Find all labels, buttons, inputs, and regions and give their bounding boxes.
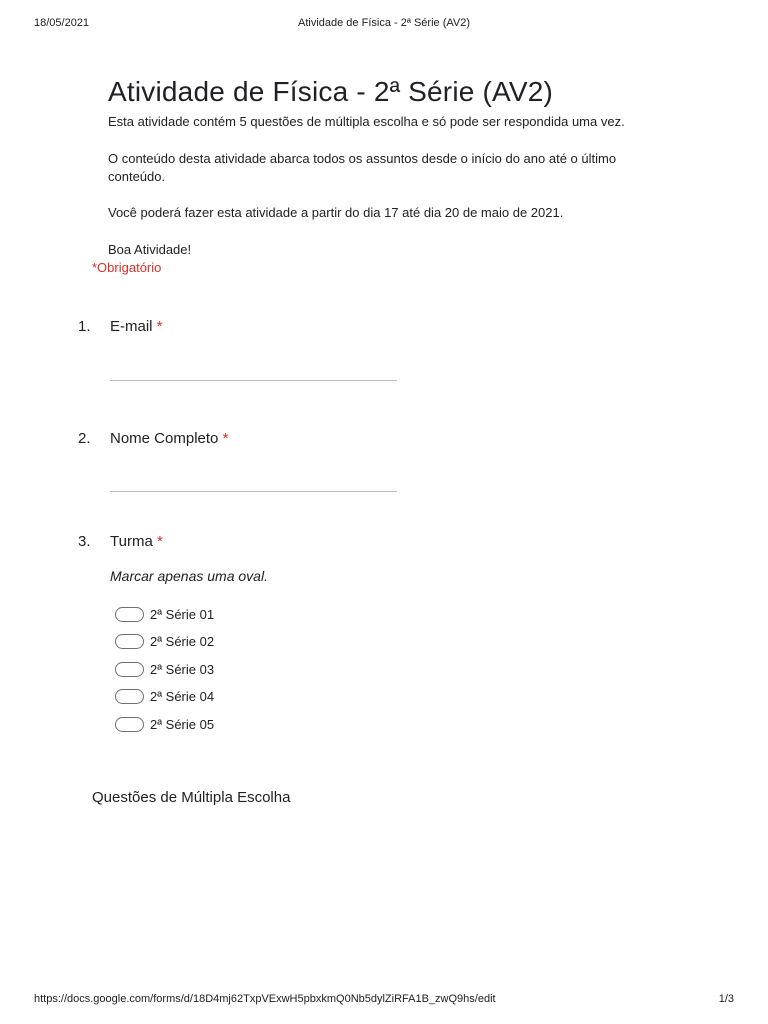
- oval-radio[interactable]: [115, 662, 144, 677]
- option-serie-03[interactable]: [115, 661, 214, 678]
- section-title: Questões de Múltipla Escolha: [92, 789, 291, 806]
- option-serie-02[interactable]: [115, 633, 214, 650]
- question-title-nome: [110, 430, 228, 447]
- oval-radio[interactable]: [115, 689, 144, 704]
- form-description-line: Você poderá fazer esta atividade a partir do dia 17 até dia 20 de maio de 2021.: [108, 205, 564, 220]
- email-answer-line[interactable]: [110, 380, 397, 381]
- option-serie-04[interactable]: [115, 688, 214, 705]
- print-page-number: 1/3: [718, 993, 734, 1005]
- question-title-text: Turma: [110, 533, 153, 550]
- print-doc-title: Atividade de Física - 2ª Série (AV2): [298, 17, 470, 29]
- form-description-line: Boa Atividade!: [108, 242, 192, 257]
- option-label: 2ª Série 04: [150, 689, 215, 704]
- required-star: *: [222, 430, 229, 447]
- form-description-line: conteúdo.: [108, 169, 166, 184]
- question-number: 3.: [78, 533, 91, 550]
- question-hint: Marcar apenas uma oval.: [110, 568, 268, 584]
- question-title-text: E-mail: [110, 318, 153, 335]
- nome-answer-line[interactable]: [110, 491, 397, 492]
- required-note: *Obrigatório: [92, 260, 162, 275]
- option-label: 2ª Série 03: [150, 662, 215, 677]
- option-label: 2ª Série 02: [150, 634, 215, 649]
- form-description-line: O conteúdo desta atividade abarca todos os assuntos desde o início do ano até o último: [108, 151, 617, 166]
- option-serie-05[interactable]: [115, 716, 214, 733]
- oval-radio[interactable]: [115, 634, 144, 649]
- question-title-email: [110, 318, 163, 335]
- oval-radio[interactable]: [115, 717, 144, 732]
- oval-radio[interactable]: [115, 607, 144, 622]
- form-description-line: Esta atividade contém 5 questões de múltipla escolha e só pode ser respondida uma vez.: [108, 114, 625, 129]
- required-star: *: [156, 318, 163, 335]
- form-title: Atividade de Física - 2ª Série (AV2): [108, 76, 554, 107]
- option-label: 2ª Série 01: [150, 607, 215, 622]
- print-url: https://docs.google.com/forms/d/18D4mj62TxpVExwH5pbxkmQ0Nb5dylZiRFA1B_zwQ9hs/edit: [34, 993, 496, 1005]
- question-number: 1.: [78, 318, 91, 335]
- question-title-turma: [110, 533, 163, 550]
- question-title-text: Nome Completo: [110, 430, 219, 447]
- required-star: *: [156, 533, 163, 550]
- print-date: 18/05/2021: [34, 17, 90, 29]
- option-serie-01[interactable]: [115, 606, 214, 623]
- question-number: 2.: [78, 430, 91, 447]
- option-label: 2ª Série 05: [150, 717, 215, 732]
